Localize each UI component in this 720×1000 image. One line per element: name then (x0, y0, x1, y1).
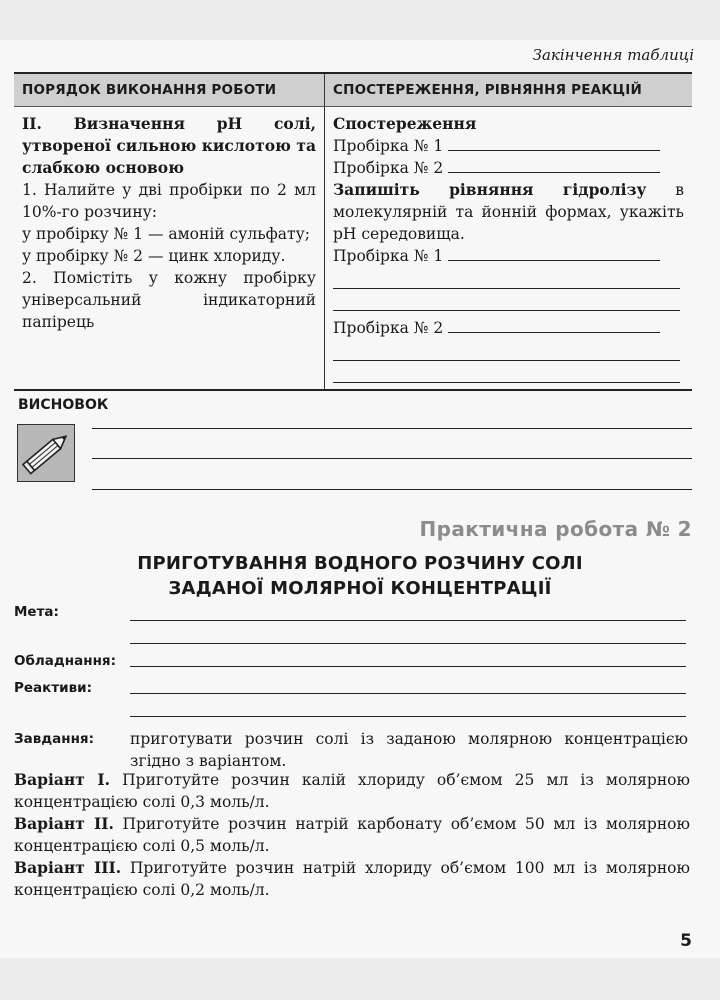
variant-2-text: Приготуйте розчин натрій карбонату об’ємом 50 мл із молярною концентрацією солі 0,5 моль/л. (14, 815, 691, 855)
observation-tube-1-label: Пробірка № 1 (333, 137, 444, 155)
conclusion-heading: ВИСНОВОК (18, 397, 109, 413)
variant-1-text: Приготуйте розчин калій хлориду об’ємом 25 мл із молярною концентрацією солі 0,3 моль/л. (14, 771, 690, 811)
equipment-line[interactable] (130, 666, 686, 667)
reagents-line-1[interactable] (130, 693, 686, 694)
observation-tube-1-row (333, 135, 684, 157)
hydrolysis-instruction (333, 179, 684, 245)
hydrolysis-instruction-rest: в молекулярній та йонній формах, укажіть pH середовища. (333, 181, 684, 243)
conclusion-line-2[interactable] (92, 458, 692, 459)
col-procedure-header: ПОРЯДОК ВИКОНАННЯ РОБОТИ (14, 73, 325, 107)
variant-1-name: Варіант I. (14, 770, 111, 789)
procedure-cell (14, 107, 325, 391)
observations-title: Спостереження (333, 114, 477, 133)
variant-3-name: Варіант III. (14, 858, 122, 877)
observation-tube-2-field[interactable] (448, 158, 660, 173)
observations-cell (325, 107, 693, 391)
equation-tube-2-field[interactable] (448, 318, 660, 333)
procedure-tube-1: у пробірку № 1 — амоній сульфату; (22, 225, 310, 243)
variant-1 (14, 769, 690, 813)
pencil-icon (17, 424, 75, 482)
variant-2 (14, 813, 690, 857)
procedure-section-title: II. Визначення pH солі, утвореної сильною кислотою та слабкою основою (22, 114, 316, 177)
variant-2-name: Варіант II. (14, 814, 114, 833)
equation-tube-1-label: Пробірка № 1 (333, 247, 444, 265)
col-observations-header: СПОСТЕРЕЖЕННЯ, РІВНЯННЯ РЕАКЦІЙ (325, 73, 693, 107)
equation-tube-1-line-3[interactable] (333, 289, 680, 311)
conclusion-line-1[interactable] (92, 428, 692, 429)
observation-tube-1-field[interactable] (448, 136, 660, 151)
task-text: приготувати розчин солі із заданою молярною концентрацією згідно з варіантом. (130, 730, 688, 770)
reagents-line-2[interactable] (130, 716, 686, 717)
procedure-tube-2: у пробірку № 2 — цинк хлориду. (22, 247, 286, 265)
variant-3 (14, 857, 690, 901)
observation-tube-2-row (333, 157, 684, 179)
procedure-step-2: 2. Помістіть у кожну пробірку універсальний індикаторний папірець (22, 269, 316, 331)
equation-tube-2-row (333, 317, 684, 339)
equation-tube-2-line-3[interactable] (333, 361, 680, 383)
variants-list (14, 769, 690, 901)
task-label: Завдання: (14, 731, 94, 747)
goal-line-2[interactable] (130, 643, 686, 644)
equation-tube-2-label: Пробірка № 2 (333, 319, 444, 337)
equation-tube-1-row (333, 245, 684, 267)
page-number: 5 (680, 931, 692, 951)
equation-tube-1-field[interactable] (448, 246, 660, 261)
table-continued-note: Закінчення таблиці (532, 46, 694, 64)
variant-3-text: Приготуйте розчин натрій хлориду об’ємом 100 мл із молярною концентрацією солі 0,2 моль/л. (14, 859, 690, 899)
goal-label: Мета: (14, 604, 59, 620)
work-table (14, 72, 692, 391)
main-title-line-1: ПРИГОТУВАННЯ ВОДНОГО РОЗЧИНУ СОЛІ (137, 553, 583, 574)
equation-tube-1-line-2[interactable] (333, 267, 680, 289)
hydrolysis-instruction-bold: Запишіть рівняння гідролізу (333, 180, 647, 199)
reagents-label: Реактиви: (14, 680, 93, 696)
equation-tube-2-line-2[interactable] (333, 339, 680, 361)
main-title-line-2: ЗАДАНОЇ МОЛЯРНОЇ КОНЦЕНТРАЦІЇ (168, 578, 552, 599)
conclusion-line-3[interactable] (92, 489, 692, 490)
goal-line-1[interactable] (130, 620, 686, 621)
procedure-step-1: 1. Налийте у дві пробірки по 2 мл 10%-го розчину: (22, 181, 316, 221)
observation-tube-2-label: Пробірка № 2 (333, 159, 444, 177)
equipment-label: Обладнання: (14, 653, 116, 669)
practical-work-title: Практична робота № 2 (419, 517, 692, 541)
